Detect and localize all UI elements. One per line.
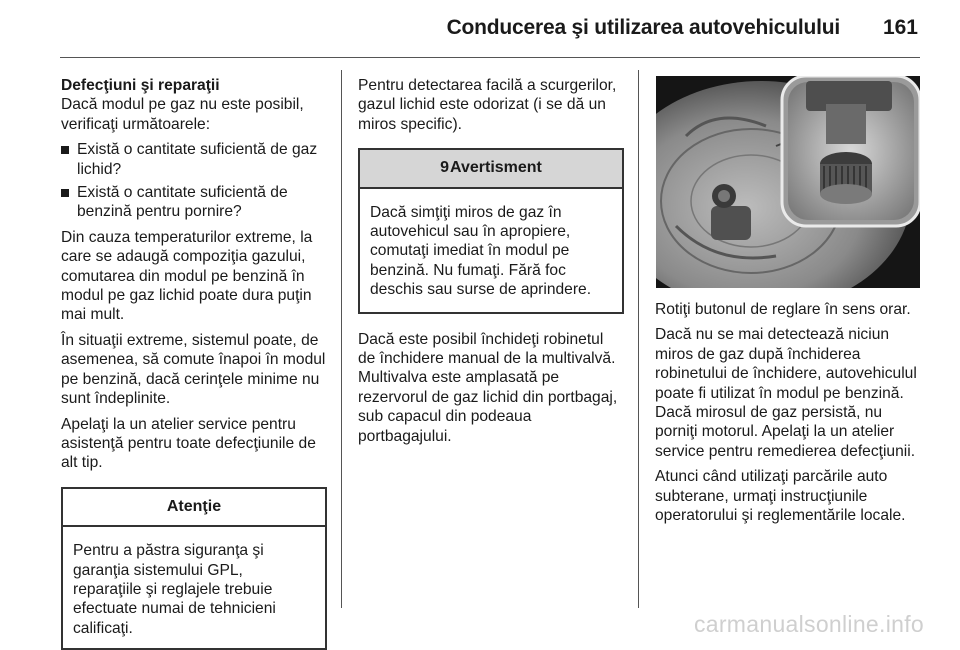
warning-header bbox=[360, 150, 622, 188]
list-item bbox=[61, 183, 327, 222]
paragraph: Dacă nu se mai detectează niciun miros de gaz după închiderea robinetului de închidere, autovehiculul poate fi utilizat în modul pe benzină. Dacă mirosul de gaz persistă, nu porniţi motorul. Apelaţi la un atelier service pentru remedierea defecţiunii. bbox=[655, 326, 917, 460]
list-item-text: Există o cantitate suficientă de benzină pentru pornire? bbox=[77, 184, 288, 221]
watermark: carmanualsonline.info bbox=[693, 611, 924, 637]
list-item bbox=[61, 140, 327, 179]
column-2 bbox=[358, 76, 624, 452]
column-3 bbox=[655, 300, 921, 531]
multivalve-illustration bbox=[656, 76, 920, 288]
paragraph: Apelaţi la un atelier service pentru asistenţă pentru toate defecţiunile de alt tip. bbox=[61, 415, 316, 472]
paragraph: Din cauza temperaturilor extreme, la care se adaugă compoziţia gazului, comutarea din modul pe benzină în modul pe gaz lichid poate dura puţin mai mult. bbox=[61, 228, 313, 324]
column-1 bbox=[61, 76, 327, 650]
page-number: 161 bbox=[882, 16, 918, 39]
section-heading: Defecţiuni şi reparaţii bbox=[61, 77, 220, 94]
header-rule bbox=[60, 57, 920, 58]
multivalve-photo bbox=[656, 76, 920, 288]
warning-box bbox=[358, 148, 624, 313]
list-item-text: Există o cantitate suficientă de gaz lichid? bbox=[77, 141, 318, 178]
checklist bbox=[61, 140, 327, 222]
column-divider-2 bbox=[638, 70, 639, 608]
warning-title: Avertisment bbox=[450, 159, 542, 177]
caution-box bbox=[61, 487, 327, 650]
bullet-icon bbox=[61, 189, 69, 197]
warning-text: Dacă simţiţi miros de gaz în autovehicul sau în apropiere, comutaţi imediat în modul pe benzină. Nu fumaţi. Fără foc deschis sau surse de aprindere. bbox=[370, 203, 592, 299]
page-header-title: Conducerea şi utilizarea autovehiculului bbox=[446, 16, 840, 39]
caution-title: Atenţie bbox=[63, 489, 325, 527]
bullet-icon bbox=[61, 146, 69, 154]
caution-text: Pentru a păstra siguranţa şi garanţia sistemului GPL, reparaţiile şi reglajele trebuie efectuate numai de tehnicieni calificaţi. bbox=[73, 542, 276, 637]
paragraph: Dacă este posibil închideţi robinetul de închidere manual de la multivalvă. Multivalva este amplasată pe rezervorul de gaz lichid din portbagaj, sub capacul din podeaua portbagajului. bbox=[358, 330, 618, 445]
column-divider-1 bbox=[341, 70, 342, 608]
paragraph: În situaţii extreme, sistemul poate, de asemenea, să comute înapoi în modul pe benzină, dacă cerinţele minime nu sunt îndeplinite. bbox=[61, 331, 326, 408]
paragraph: Pentru detectarea facilă a scurgerilor, gazul lichid este odorizat (i se dă un miros specific). bbox=[358, 77, 617, 133]
intro-text: Dacă modul pe gaz nu este posibil, verificaţi următoarele: bbox=[61, 96, 304, 133]
paragraph: Atunci când utilizaţi parcările auto subterane, urmaţi instrucţiunile operatorului şi reglementările locale. bbox=[655, 468, 906, 525]
paragraph: Rotiţi butonul de reglare în sens orar. bbox=[655, 301, 911, 318]
warning-triangle-icon: 9 bbox=[440, 159, 449, 177]
